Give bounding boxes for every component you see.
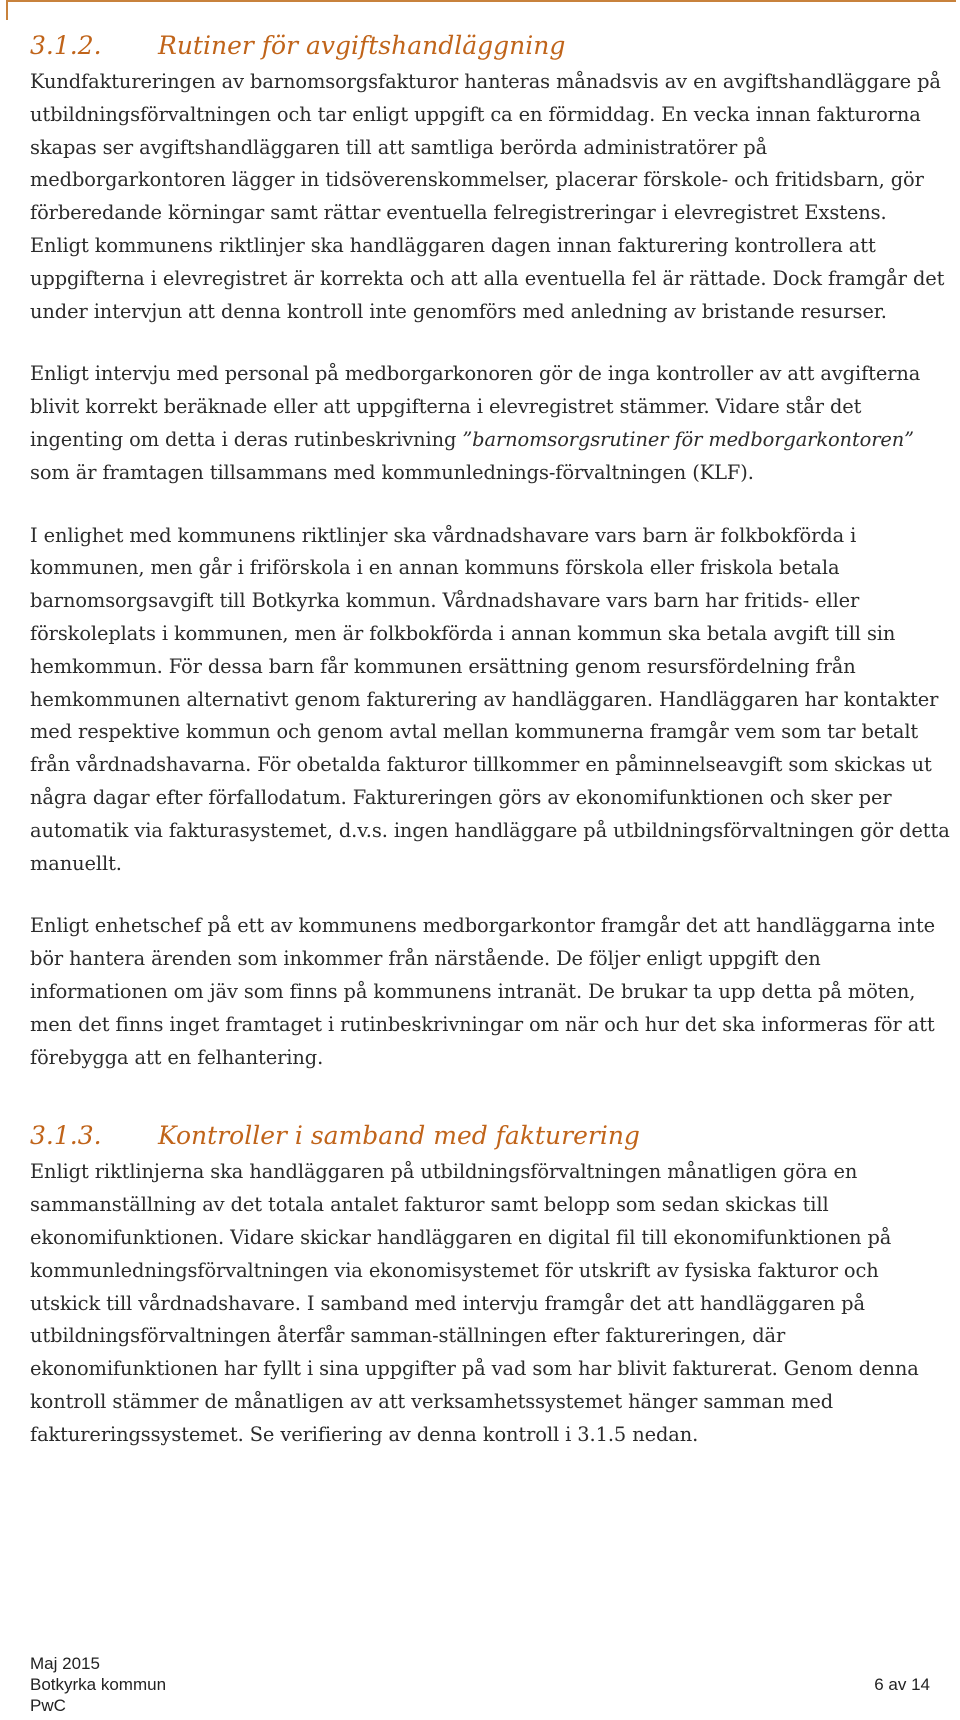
page-corner-mark [0,0,960,20]
section-number: 3.1.2. [30,31,102,60]
paragraph: Enligt riktlinjerna ska handläggaren på utbildningsförvaltningen månatligen göra en sammanställning av det totala antalet fakturor samt belopp som sedan skickas till ekonomifunktionen. Vidare skickar handläggaren en digital fil till ekonomifunktionen på kommunledningsförvaltningen via ekonomisystemet för utskrift av fysiska fakturor och utskick till vårdnadshavare. I samband med intervju framgår det att handläggaren på utbildningsförvaltningen återfår samman-ställningen efter faktureringen, där ekonomifunktionen har fyllt i sina uppgifter på vad som har blivit fakturerat. Genom denna kontroll stämmer de månatligen av att verksamhetssystemet hänger samman med faktureringssystemet. Se verifiering av denna kontroll i 3.1.5 nedan. [30,1160,919,1446]
corner-vertical-line [6,0,8,20]
section-heading-3-1-3 [30,1116,950,1156]
paragraph-text: Enligt intervju med personal på medborgarkonoren gör de inga kontroller av att avgifterna blivit korrekt beräknade eller att uppgifterna i elevregistret stämmer. Vidare står det ingenting om detta i deras rutinbeskrivning [30,362,921,451]
section-heading-3-1-2 [30,26,950,66]
footer-organization: Botkyrka kommun [30,1675,167,1694]
footer-company: PwC [30,1696,66,1715]
paragraph [30,358,950,489]
paragraph: Enligt enhetschef på ett av kommunens medborgarkontor framgår det att handläggarna inte bör hantera ärenden som inkommer från närstående. De följer enligt uppgift den informationen om jäv som finns på kommunens intranät. De brukar ta upp detta på möten, men det finns inget framtaget i rutinbeskrivningar om när och hur det ska informeras för att förebygga att en felhantering. [30,914,936,1069]
corner-horizontal-line [6,0,956,2]
section-title: Rutiner för avgiftshandläggning [158,31,566,60]
page-footer [30,1653,930,1716]
paragraph-text: som är framtagen tillsammans med kommunlednings-förvaltningen (KLF). [30,460,754,484]
section-title: Kontroller i samband med fakturering [158,1121,640,1151]
document-content [30,26,950,1451]
page-number: 6 av 14 [874,1675,930,1694]
section-number: 3.1.3. [30,1121,102,1151]
footer-date: Maj 2015 [30,1654,100,1673]
paragraph: I enlighet med kommunens riktlinjer ska vårdnadshavare vars barn är folkbokförda i kommunen, men går i friförskola i en annan kommuns förskola eller friskola betala barnomsorgsavgift till Botkyrka kommun. Vårdnadshavare vars barn har fritids- eller förskoleplats i kommunen, men är folkbokförda i annan kommun ska betala avgift till sin hemkommun. För dessa barn får kommunen ersättning genom resursfördelning från hemkommunen alternativt genom fakturering av handläggaren. Handläggaren har kontakter med respektive kommun och genom avtal mellan kommunerna framgår vem som tar betalt från vårdnadshavarna. För obetalda fakturor tillkommer en påminnelseavgift som skickas ut några dagar efter förfallodatum. Faktureringen görs av ekonomifunktionen och sker per automatik via fakturasystemet, d.v.s. ingen handläggare på utbildningsförvaltningen gör detta manuellt. [30,523,950,875]
paragraph: Kundfaktureringen av barnomsorgsfakturor hanteras månadsvis av en avgiftshandläggare på utbildningsförvaltningen och tar enligt uppgift ca en förmiddag. En vecka innan fakturorna skapas ser avgiftshandläggaren till att samtliga berörda administratörer på medborgarkontoren lägger in tidsöverenskommelser, placerar förskole- och fritidsbarn, gör förberedande körningar samt rättar eventuella felregistreringar i elevregistret Exstens. Enligt kommunens riktlinjer ska handläggaren dagen innan fakturering kontrollera att uppgifterna i elevregistret är korrekta och att alla eventuella fel är rättade. Dock framgår det under intervjun att denna kontroll inte genomförs med anledning av bristande resurser. [30,70,945,323]
quoted-title: ”barnomsorgsrutiner för medborgarkontoren” [462,427,914,451]
